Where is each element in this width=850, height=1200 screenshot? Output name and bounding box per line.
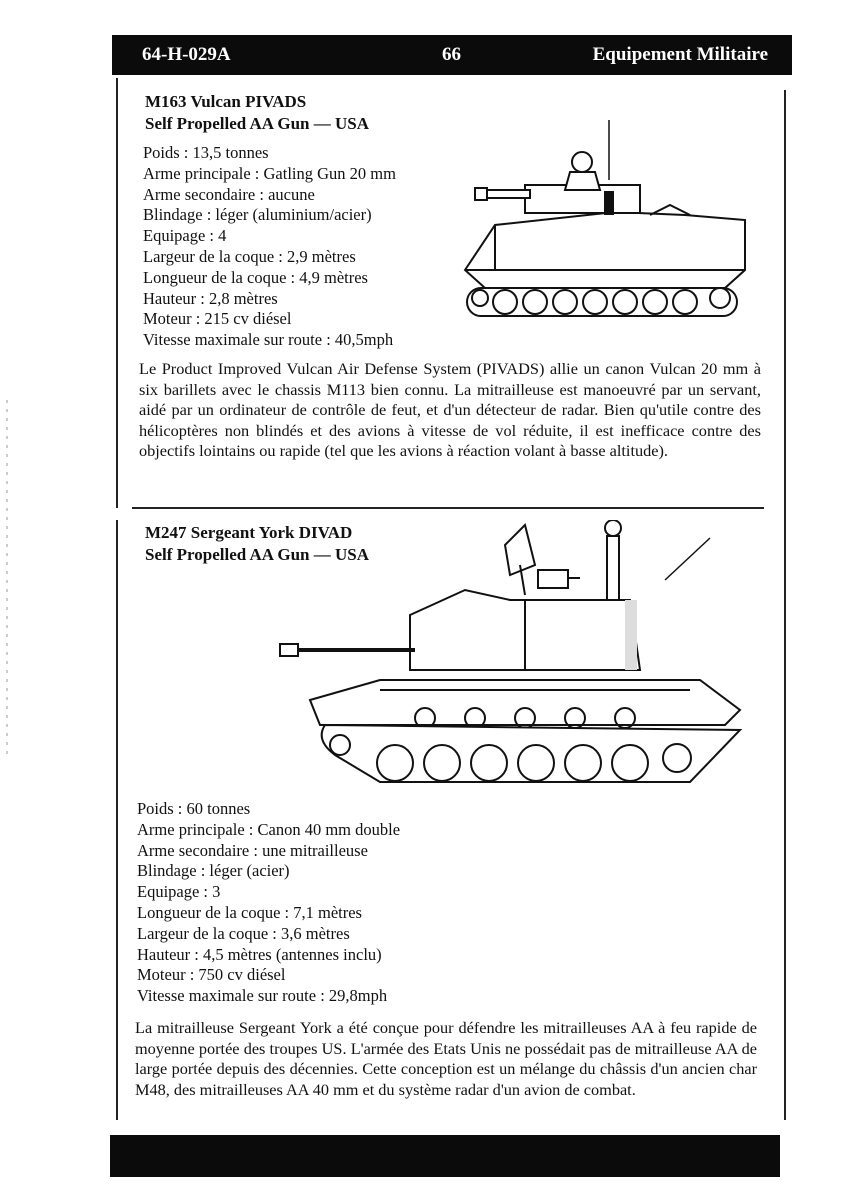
page-number: 66 (442, 44, 461, 65)
spec-line: Blindage : léger (acier) (137, 861, 290, 881)
spec-line: Moteur : 750 cv diésel (137, 965, 286, 985)
spec-line: Equipage : 4 (143, 226, 227, 246)
vehicle2-description: La mitrailleuse Sergeant York a été conçue pour défendre les mitrailleuses AA à feu rapide de moyenne portée des troupes US. L'armée des Etats Unis ne possédait pas de mitrailleuse AA de large portée depuis des décennies. Cette conception est un mélange du châssis d'un ancien char M48, des mitrailleuses AA 40 mm et du système radar d'un avion de combat. (135, 1018, 757, 1099)
left-rule (116, 78, 118, 508)
spec-line: Largeur de la coque : 3,6 mètres (137, 923, 350, 943)
spec-line: Vitesse maximale sur route : 29,8mph (137, 986, 388, 1006)
spec-line: Arme principale : Gatling Gun 20 mm (143, 163, 396, 183)
spec-line: Arme secondaire : une mitrailleuse (137, 840, 368, 860)
vehicle1-name: M163 Vulcan PIVADS (145, 92, 307, 111)
vehicle1-type: Self Propelled AA Gun — USA (145, 114, 370, 133)
vehicle1-description: Le Product Improved Vulcan Air Defense System (PIVADS) allie un canon Vulcan 20 mm à six barillets avec le chassis M113 bien connu. La mitrailleuse est manoeuvré par un servant, aidé par un ordinateur de contrôle de feut, et d'un détecteur de radar. Bien qu'utile contre des hélicoptères non blindés et des avions à vitesse de vol réduite, il est inefficace contre des objectifs lointains ou rapide (tel que les avions à réaction volant à basse altitude). (139, 359, 761, 461)
spec-line: Poids : 13,5 tonnes (143, 143, 269, 162)
spec-line: Vitesse maximale sur route : 40,5mph (143, 330, 394, 350)
vehicle2-name: M247 Sergeant York DIVAD (145, 523, 353, 542)
vehicle1-specs (143, 143, 396, 351)
spec-line: Arme secondaire : aucune (143, 184, 315, 204)
page-footer (110, 1135, 780, 1177)
spec-line: Moteur : 215 cv diésel (143, 309, 292, 329)
section-divider (132, 507, 764, 509)
m247-sergeant-york-drawing (270, 520, 760, 800)
vehicle2-specs (137, 799, 400, 1007)
spec-line: Hauteur : 2,8 mètres (143, 288, 278, 308)
spec-line: Blindage : léger (aluminium/acier) (143, 205, 372, 225)
page-header (112, 35, 792, 75)
scan-speckle (6, 400, 8, 760)
spec-line: Arme principale : Canon 40 mm double (137, 819, 401, 839)
document-code: 64-H-029A (142, 44, 231, 65)
vehicle1-title (145, 91, 369, 135)
spec-line: Largeur de la coque : 2,9 mètres (143, 246, 356, 266)
left-rule-lower (116, 520, 118, 1120)
section-title: Equipement Militaire (592, 44, 768, 65)
spec-line: Longueur de la coque : 7,1 mètres (137, 902, 362, 922)
vehicle2-type: Self Propelled AA Gun — USA (145, 545, 370, 564)
spec-line: Poids : 60 tonnes (137, 799, 251, 818)
spec-line: Equipage : 3 (137, 882, 221, 902)
spec-line: Hauteur : 4,5 mètres (antennes inclu) (137, 944, 382, 964)
spec-line: Longueur de la coque : 4,9 mètres (143, 267, 368, 287)
right-rule (784, 90, 786, 1120)
m163-vulcan-drawing (455, 120, 755, 330)
